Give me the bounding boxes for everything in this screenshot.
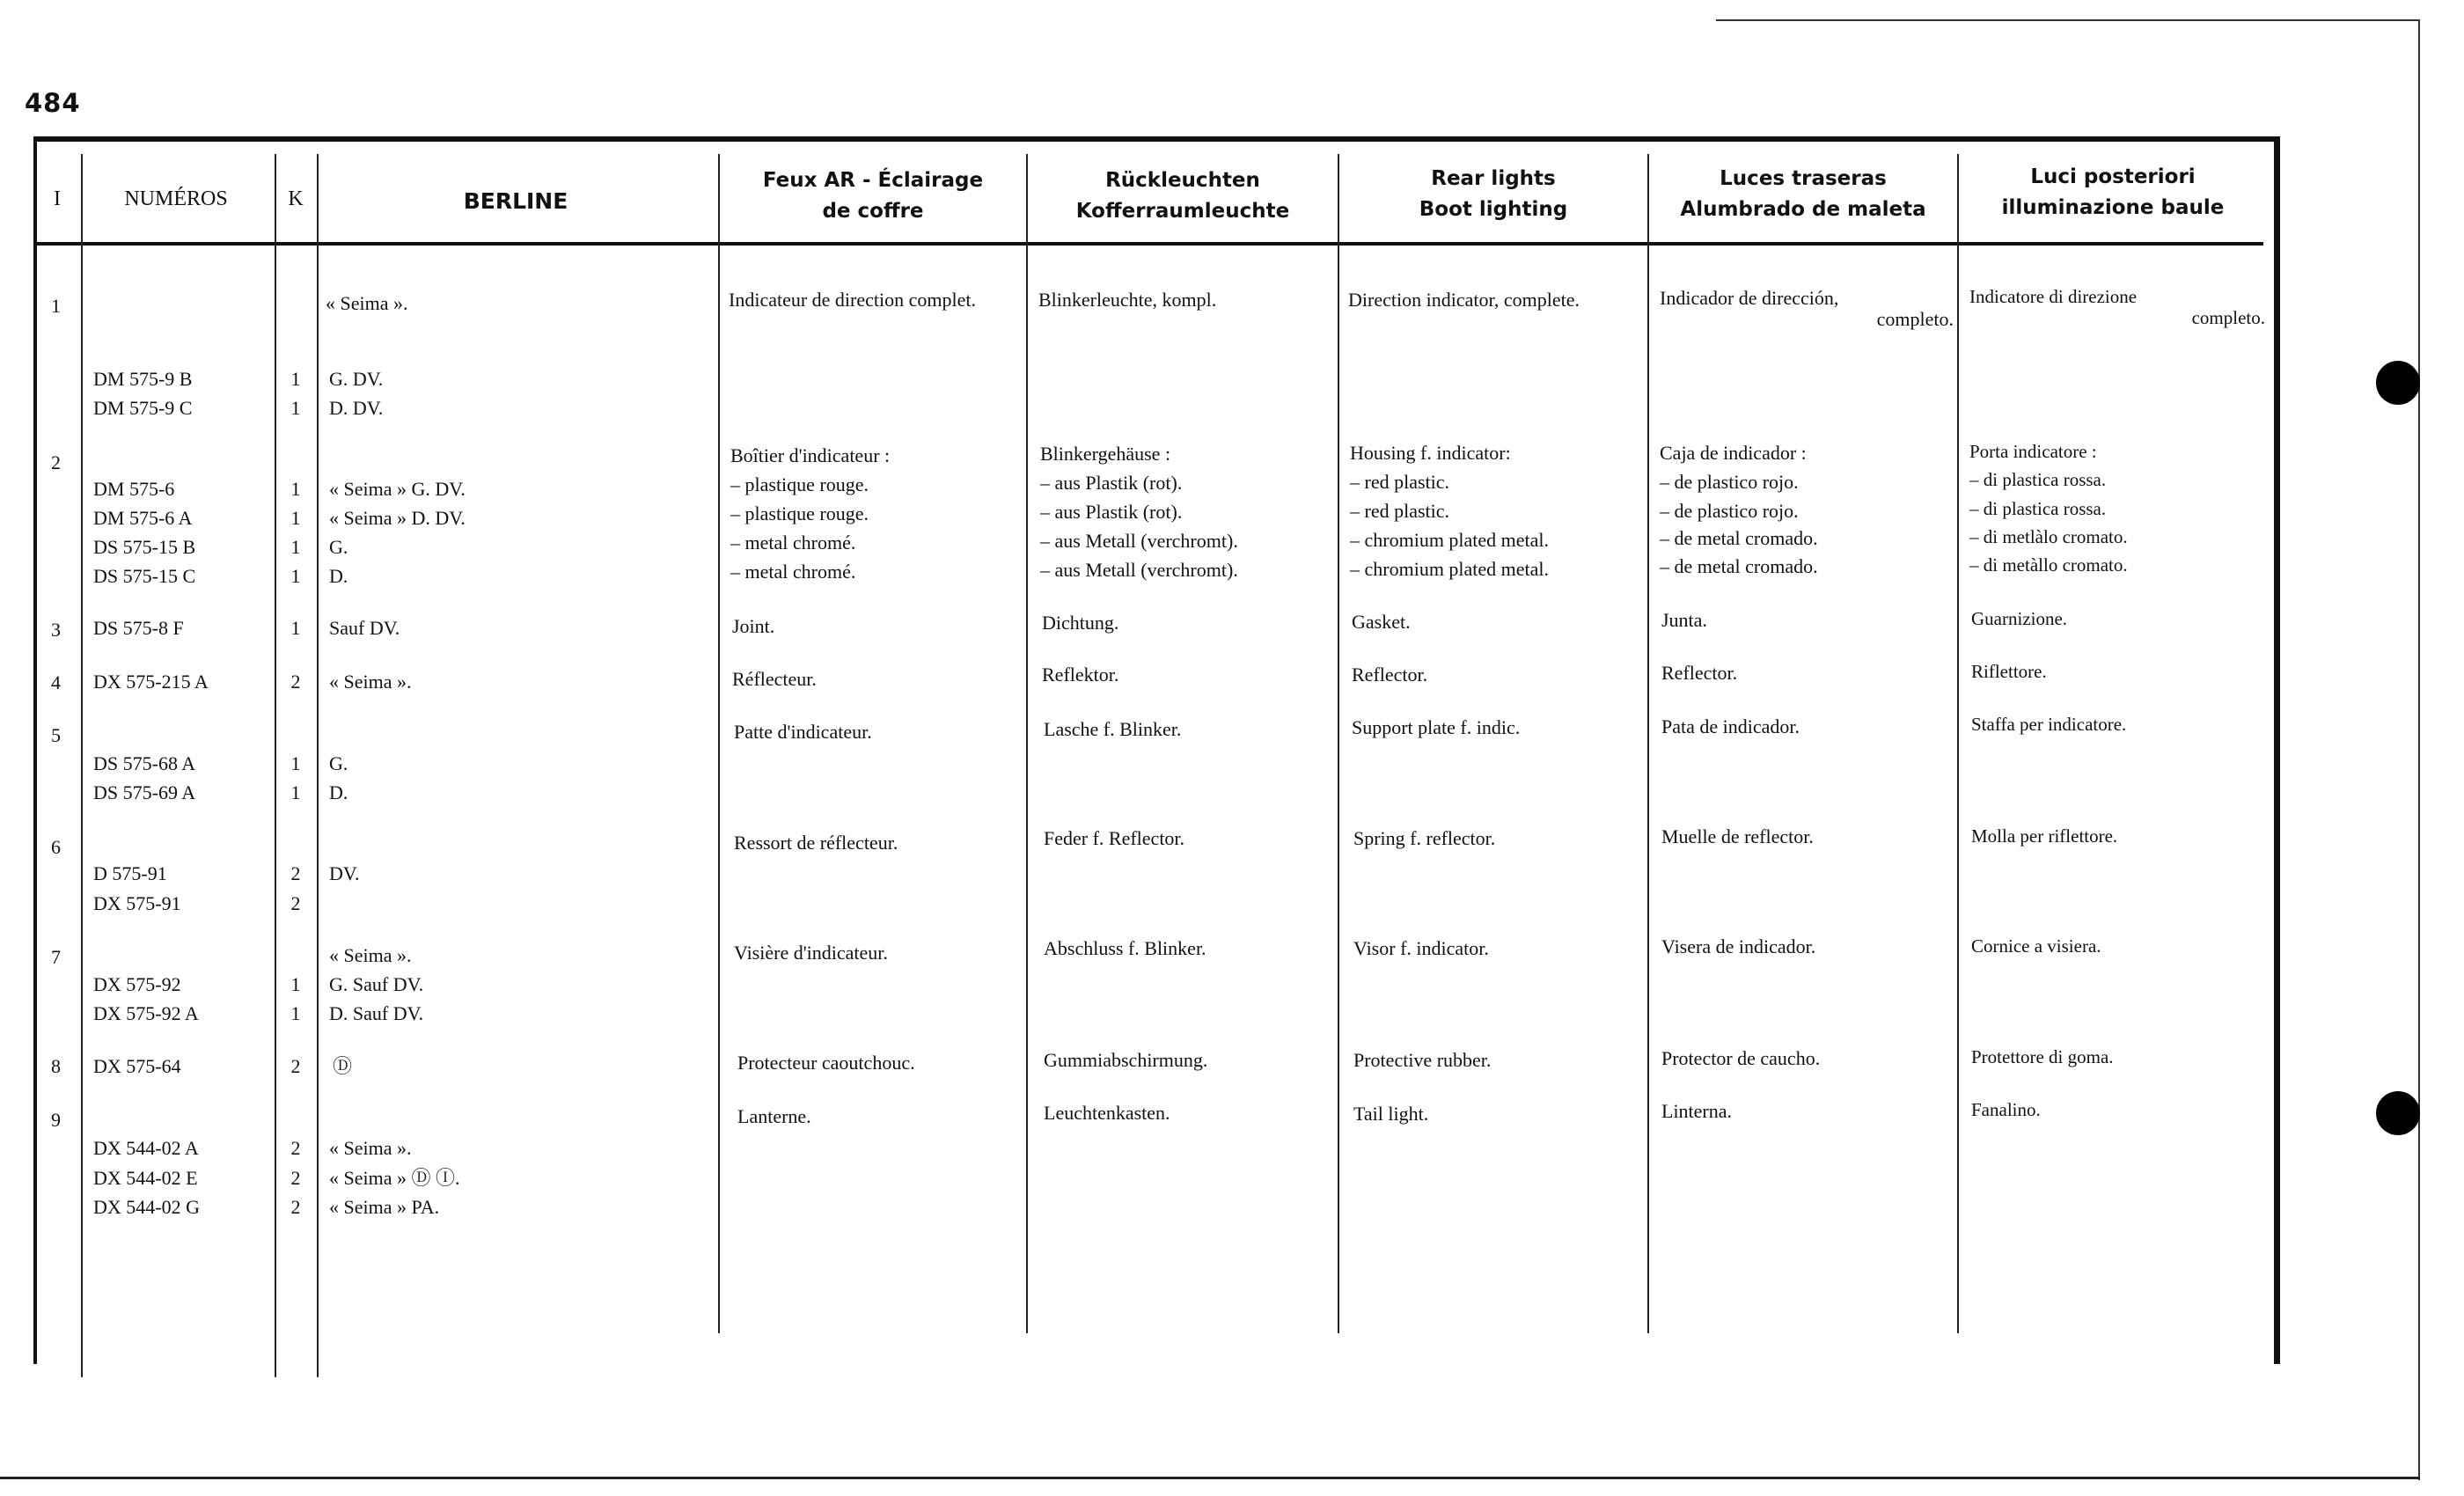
english-text: Housing f. indicator:: [1350, 442, 1511, 464]
berline-value: DV.: [329, 862, 360, 884]
german-text: Gummiabschirmung.: [1044, 1049, 1208, 1071]
part-number: DS 575-8 F: [93, 617, 184, 639]
page-number: 484: [25, 88, 81, 118]
spanish-text: Muelle de reflector.: [1661, 825, 1814, 847]
header-spanish: [1651, 164, 1955, 225]
english-text: Support plate f. indic.: [1352, 716, 1521, 738]
index-number: 3: [51, 619, 61, 641]
column-divider: [275, 154, 276, 1377]
french-text: – metal chromé.: [730, 561, 856, 583]
header-spanish-line1: Luces traseras: [1720, 167, 1887, 190]
english-text: Reflector.: [1352, 664, 1428, 686]
berline-value: « Seima ».: [329, 1137, 412, 1159]
italian-text: Molla per riflettore.: [1971, 825, 2118, 847]
part-number: DS 575-15 B: [93, 536, 196, 558]
index-number: 2: [51, 451, 61, 473]
index-number: 6: [51, 836, 61, 858]
table-right-border: [2274, 136, 2280, 1364]
header-index: I: [54, 187, 61, 210]
french-text: Lanterne.: [737, 1105, 811, 1127]
k-value: 1: [290, 973, 301, 995]
k-value: 1: [290, 781, 301, 803]
english-text: Protective rubber.: [1353, 1049, 1492, 1071]
french-text: Patte d'indicateur.: [734, 721, 872, 743]
german-text: Reflektor.: [1042, 664, 1119, 686]
header-k: K: [288, 187, 304, 210]
german-text: Leuchtenkasten.: [1044, 1102, 1170, 1124]
italian-text: Protettore di goma.: [1971, 1046, 2114, 1067]
english-text: Gasket.: [1352, 611, 1411, 633]
part-number: DX 544-02 G: [93, 1196, 200, 1218]
berline-value: D.: [329, 781, 348, 803]
binder-hole: [2376, 361, 2420, 405]
german-text: Feder f. Reflector.: [1044, 827, 1185, 849]
header-italian: [1961, 162, 2265, 224]
header-german-line2: Kofferraumleuchte: [1075, 200, 1290, 223]
part-number: DX 575-64: [93, 1055, 181, 1077]
k-value: 2: [290, 1196, 301, 1218]
berline-value: Ⓓ: [333, 1055, 353, 1077]
header-numeros: NUMÉROS: [124, 187, 228, 210]
column-divider: [81, 154, 83, 1377]
berline-value: D. Sauf DV.: [329, 1002, 424, 1024]
header-spanish-line2: Alumbrado de maleta: [1680, 198, 1926, 221]
english-text: Spring f. reflector.: [1353, 827, 1496, 849]
k-value: 2: [290, 892, 301, 914]
part-number: DX 575-92 A: [93, 1002, 199, 1024]
header-french-line1: Feux AR - Éclairage: [762, 169, 984, 192]
header-italian-line1: Luci posteriori: [2030, 165, 2196, 188]
column-divider: [1647, 154, 1649, 1333]
berline-value: G. Sauf DV.: [329, 973, 424, 995]
table-top-border: [33, 136, 2279, 142]
part-number: DX 544-02 E: [93, 1167, 198, 1189]
berline-value: « Seima ».: [329, 671, 412, 693]
header-rule: [37, 242, 2263, 246]
k-value: 2: [290, 862, 301, 884]
french-text: Visière d'indicateur.: [734, 942, 888, 964]
spanish-text: Protector de caucho.: [1661, 1047, 1821, 1069]
part-number: DX 575-91: [93, 892, 181, 914]
header-french: [722, 165, 1024, 227]
german-text: Lasche f. Blinker.: [1044, 718, 1182, 740]
french-text: Boîtier d'indicateur :: [730, 444, 891, 466]
italian-text: – di plastica rossa.: [1969, 469, 2107, 490]
k-value: 2: [290, 671, 301, 693]
french-text: Indicateur de direction complet.: [729, 289, 976, 311]
german-text: – aus Metall (verchromt).: [1040, 559, 1238, 581]
part-number: DX 575-92: [93, 973, 181, 995]
header-french-line2: de coffre: [822, 200, 924, 223]
header-italian-line2: illuminazione baule: [2001, 196, 2225, 219]
k-value: 2: [290, 1055, 301, 1077]
italian-text: Guarnizione.: [1971, 608, 2068, 629]
part-number: DS 575-68 A: [93, 752, 196, 774]
berline-standalone: « Seima ».: [326, 292, 408, 314]
english-text: Visor f. indicator.: [1353, 937, 1489, 959]
header-german: [1030, 165, 1336, 227]
column-divider: [1957, 154, 1959, 1333]
italian-text: Riflettore.: [1971, 661, 2047, 682]
english-text: Direction indicator, complete.: [1348, 289, 1580, 311]
french-text: Réflecteur.: [732, 668, 817, 690]
spanish-text: Indicador de dirección,: [1660, 287, 1839, 309]
berline-standalone: « Seima ».: [329, 944, 412, 966]
part-number: DM 575-6: [93, 478, 175, 500]
k-value: 1: [290, 397, 301, 419]
french-text: – plastique rouge.: [730, 502, 869, 524]
index-number: 5: [51, 724, 61, 746]
index-number: 8: [51, 1055, 61, 1077]
italian-text: Cornice a visiera.: [1971, 935, 2101, 957]
berline-value: D.: [329, 565, 348, 587]
berline-value: Sauf DV.: [329, 617, 400, 639]
part-number: DX 544-02 A: [93, 1137, 199, 1159]
german-text: Dichtung.: [1042, 612, 1119, 634]
k-value: 1: [290, 368, 301, 390]
berline-value: « Seima » Ⓓ Ⓘ.: [329, 1167, 460, 1189]
berline-value: D. DV.: [329, 397, 384, 419]
spanish-text: Pata de indicador.: [1661, 715, 1800, 737]
french-text: Protecteur caoutchouc.: [737, 1052, 915, 1074]
german-text: – aus Plastik (rot).: [1040, 472, 1183, 494]
english-text: – red plastic.: [1350, 500, 1450, 522]
spanish-text: – de plastico rojo.: [1660, 500, 1799, 522]
top-border-line: [1716, 19, 2420, 21]
column-divider: [317, 154, 319, 1377]
german-text: Blinkergehäuse :: [1040, 443, 1171, 465]
k-value: 2: [290, 1137, 301, 1159]
spanish-text: Reflector.: [1661, 662, 1738, 684]
header-berline: BERLINE: [463, 188, 568, 214]
header-english-line2: Boot lighting: [1419, 198, 1568, 221]
italian-text: Indicatore di direzione: [1969, 286, 2138, 307]
index-number: 7: [51, 946, 61, 968]
spanish-text: Junta.: [1661, 609, 1707, 631]
part-number: DS 575-69 A: [93, 781, 196, 803]
part-number: D 575-91: [93, 862, 167, 884]
german-text: – aus Metall (verchromt).: [1040, 530, 1238, 552]
spanish-text: Linterna.: [1661, 1100, 1733, 1122]
header-german-line1: Rückleuchten: [1105, 169, 1260, 192]
italian-text: Fanalino.: [1971, 1099, 2041, 1120]
part-number: DM 575-9 B: [93, 368, 193, 390]
column-divider: [718, 154, 720, 1333]
berline-value: G.: [329, 536, 348, 558]
column-divider: [1026, 154, 1028, 1333]
english-text: – red plastic.: [1350, 471, 1450, 493]
k-value: 1: [290, 565, 301, 587]
french-text: Ressort de réflecteur.: [734, 832, 898, 854]
english-text: Tail light.: [1353, 1103, 1429, 1125]
berline-value: G.: [329, 752, 348, 774]
italian-text: – di metàllo cromato.: [1969, 554, 2128, 576]
k-value: 1: [290, 478, 301, 500]
italian-text: Staffa per indicatore.: [1971, 714, 2127, 735]
spanish-text: – de metal cromado.: [1660, 527, 1818, 549]
column-divider: [1338, 154, 1339, 1333]
part-number: DS 575-15 C: [93, 565, 196, 587]
english-text: – chromium plated metal.: [1350, 529, 1550, 551]
spanish-text: – de plastico rojo.: [1660, 471, 1799, 493]
berline-value: « Seima » G. DV.: [329, 478, 466, 500]
italian-text: – di metlàlo cromato.: [1969, 526, 2128, 547]
german-text: Blinkerleuchte, kompl.: [1038, 289, 1217, 311]
k-value: 1: [290, 536, 301, 558]
french-text: – plastique rouge.: [730, 473, 869, 495]
header-english: [1341, 164, 1646, 225]
berline-value: G. DV.: [329, 368, 384, 390]
bottom-border-line: [0, 1477, 2420, 1479]
spanish-text: Visera de indicador.: [1661, 935, 1816, 957]
index-number: 1: [51, 295, 61, 317]
berline-value: « Seima » PA.: [329, 1196, 440, 1218]
index-number: 9: [51, 1109, 61, 1131]
spanish-text: completo.: [1876, 308, 1954, 330]
k-value: 1: [290, 1002, 301, 1024]
right-border-line: [2418, 19, 2420, 1480]
italian-text: Porta indicatore :: [1969, 441, 2097, 462]
berline-value: « Seima » D. DV.: [329, 507, 466, 529]
binder-hole: [2376, 1091, 2420, 1135]
index-number: 4: [51, 671, 61, 693]
k-value: 1: [290, 752, 301, 774]
table-left-border: [33, 136, 37, 1364]
german-text: – aus Plastik (rot).: [1040, 501, 1183, 523]
french-text: Joint.: [732, 615, 775, 637]
english-text: – chromium plated metal.: [1350, 558, 1550, 580]
k-value: 2: [290, 1167, 301, 1189]
french-text: – metal chromé.: [730, 532, 856, 554]
k-value: 1: [290, 507, 301, 529]
part-number: DM 575-6 A: [93, 507, 193, 529]
part-number: DX 575-215 A: [93, 671, 209, 693]
italian-text: – di plastica rossa.: [1969, 498, 2107, 519]
header-english-line1: Rear lights: [1431, 167, 1556, 190]
spanish-text: – de metal cromado.: [1660, 555, 1818, 577]
spanish-text: Caja de indicador :: [1660, 442, 1807, 464]
k-value: 1: [290, 617, 301, 639]
part-number: DM 575-9 C: [93, 397, 193, 419]
italian-text: completo.: [2191, 307, 2265, 328]
german-text: Abschluss f. Blinker.: [1044, 937, 1206, 959]
